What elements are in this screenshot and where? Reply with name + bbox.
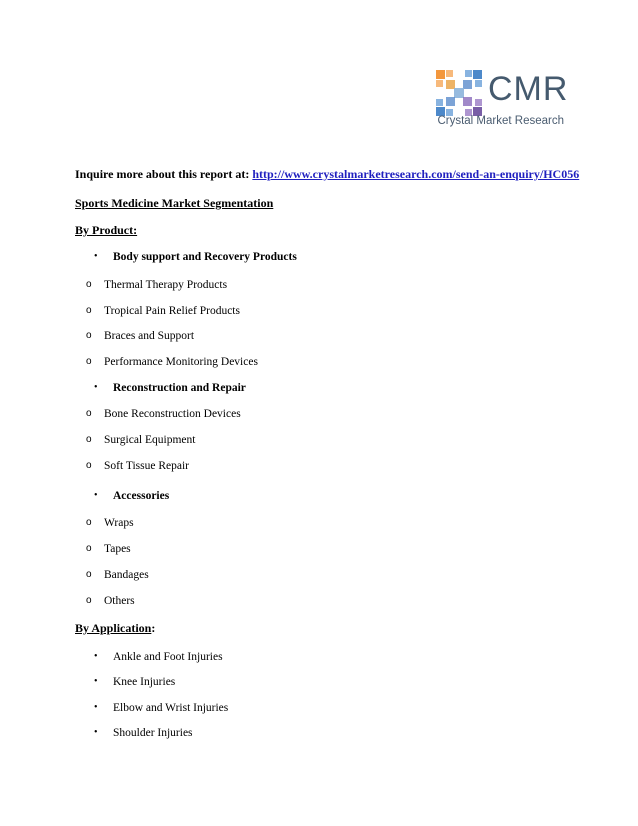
- bullet-icon: •: [94, 490, 98, 501]
- product-item: Bandages: [104, 569, 149, 581]
- product-item: Braces and Support: [104, 330, 195, 342]
- sub-bullet-icon: o: [86, 595, 92, 606]
- product-item: Surgical Equipment: [104, 434, 196, 446]
- cmr-logo: [434, 68, 569, 132]
- product-item: Soft Tissue Repair: [104, 460, 189, 472]
- sub-bullet-icon: o: [86, 460, 92, 471]
- sub-bullet-icon: o: [86, 517, 92, 528]
- product-item: Bone Reconstruction Devices: [104, 408, 241, 420]
- sub-bullet-icon: o: [86, 330, 92, 341]
- sub-bullet-icon: o: [86, 279, 92, 290]
- logo-subtitle: Crystal Market Research: [437, 115, 564, 127]
- sub-bullet-icon: o: [86, 543, 92, 554]
- bullet-icon: •: [94, 251, 98, 262]
- product-item: Thermal Therapy Products: [104, 279, 228, 291]
- bullet-icon: •: [94, 651, 98, 662]
- page-title: Sports Medicine Market Segmentation: [75, 196, 274, 210]
- by-application-label: By Application: [75, 621, 152, 635]
- bullet-icon: •: [94, 726, 98, 738]
- inquire-line: [75, 167, 579, 181]
- application-item: Shoulder Injuries: [113, 726, 193, 739]
- inquire-label: Inquire more about this report at:: [75, 167, 253, 181]
- logo-text: CMR: [488, 70, 569, 108]
- product-group-label: Body support and Recovery Products: [113, 251, 297, 263]
- product-group-label: Accessories: [113, 490, 170, 502]
- product-item: Performance Monitoring Devices: [104, 355, 258, 368]
- product-item: Wraps: [104, 517, 134, 529]
- application-item: Ankle and Foot Injuries: [113, 651, 223, 663]
- sub-bullet-icon: o: [86, 304, 92, 316]
- product-item: Others: [104, 595, 135, 607]
- product-item: Tapes: [104, 543, 131, 555]
- application-item: Elbow and Wrist Injuries: [113, 701, 229, 714]
- sub-bullet-icon: o: [86, 355, 92, 367]
- sub-bullet-icon: o: [86, 408, 92, 419]
- sub-bullet-icon: o: [86, 434, 92, 445]
- product-item: Tropical Pain Relief Products: [104, 304, 240, 317]
- bullet-icon: •: [94, 382, 98, 393]
- by-product-heading: By Product:: [75, 223, 138, 237]
- sub-bullet-icon: o: [86, 569, 92, 580]
- crystal-logo-icon: [434, 68, 484, 118]
- enquiry-link[interactable]: http://www.crystalmarketresearch.com/send-an-enquiry/HC056: [252, 167, 580, 181]
- by-application-heading: [75, 621, 155, 635]
- product-group-label: Reconstruction and Repair: [113, 382, 246, 394]
- bullet-icon: •: [94, 676, 98, 688]
- by-application-colon: :: [151, 621, 156, 635]
- bullet-icon: •: [94, 701, 98, 713]
- application-item: Knee Injuries: [113, 676, 176, 689]
